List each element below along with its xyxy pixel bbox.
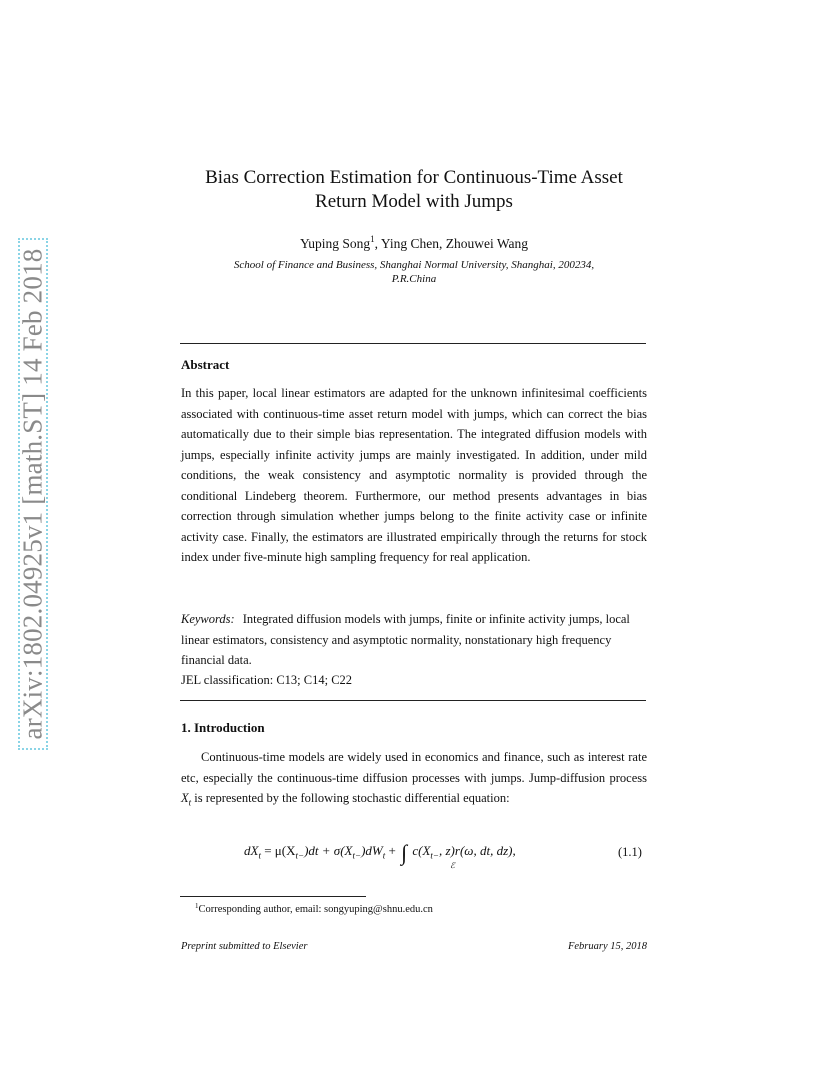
integral-domain: ℰ [450, 861, 455, 870]
eq-part4: + [385, 843, 400, 858]
introduction-paragraph [181, 747, 647, 813]
abstract-bottom-rule [180, 700, 646, 701]
affiliation-line-2: P.R.China [391, 273, 437, 285]
arxiv-identifier: arXiv:1802.04925v1 [math.ST] 14 Feb 2018 [17, 248, 48, 740]
affiliation [200, 258, 628, 286]
integral-sign: ∫ [401, 840, 408, 865]
eq-part1: = μ(X [260, 843, 296, 858]
abstract-top-rule [180, 343, 646, 344]
intro-text-before: Continuous-time models are widely used in economics and finance, such as interest rate etc, especially the continuous-time diffusion processes with jumps. Jump-diffusion process [181, 750, 647, 785]
intro-var-sub: t [188, 797, 192, 808]
title-line-1: Bias Correction Estimation for Continuous-Time Asset [205, 167, 623, 188]
author-footnote-mark: 1 [370, 234, 375, 244]
footnote-text: Corresponding author, email: songyuping@shnu.edu.cn [198, 904, 433, 915]
footer-date: February 15, 2018 [567, 941, 647, 952]
section-heading-introduction: 1. Introduction [181, 720, 265, 735]
keywords-label: Keywords: [181, 612, 235, 626]
eq-sub-1: t− [295, 850, 305, 861]
eq-lhs: dX [244, 843, 259, 858]
arxiv-stamp [18, 238, 48, 750]
footnote [195, 902, 433, 915]
equation-number: (1.1) [618, 845, 642, 859]
preprint-notice: Preprint submitted to Elsevier [181, 941, 308, 952]
eq-part5: c(X [409, 843, 431, 858]
eq-sub-3: t [382, 850, 386, 861]
equation-1-1 [244, 840, 516, 870]
title-line-2: Return Model with Jumps [315, 191, 513, 212]
author-list [150, 234, 678, 252]
eq-lhs-sub: t [258, 850, 261, 861]
jel-classification: JEL classification: C13; C14; C22 [181, 673, 353, 687]
keywords-text: Integrated diffusion models with jumps, finite or infinite activity jumps, local linear estimators, consistency and asymptotic normality, nonstationary high frequency financial data. [181, 612, 630, 667]
affiliation-line-1: School of Finance and Business, Shanghai Normal University, Shanghai, 200234, [233, 259, 595, 271]
eq-part2: )dt + σ(X [304, 843, 353, 858]
author-first: Yuping Song [299, 236, 371, 251]
eq-sub-4: t− [430, 850, 439, 861]
intro-text-after: is represented by the following stochastic differential equation: [191, 791, 510, 805]
keywords [181, 609, 647, 671]
paper-title [150, 166, 678, 214]
author-rest: , Ying Chen, Zhouwei Wang [374, 236, 529, 251]
abstract-heading: Abstract [181, 357, 230, 372]
eq-sub-2: t− [352, 850, 362, 861]
eq-part3: )dW [361, 843, 383, 858]
abstract-text: In this paper, local linear estimators are adapted for the unknown infinitesimal coefficients associated with continuous-time asset return model with jumps, which can correct the bias automatically due to their simple bias representation. The integrated diffusion models with jumps, especially infinite activity jumps are mainly investigated. In addition, under mild conditions, the weak consistency and asymptotic normality is provided through the conditional Lindeberg theorem. Furthermore, our method presents advantages in bias correction through simulation whether jumps belong to the finite activity case or infinite activity case. Finally, the estimators are illustrated empirically through the returns for stock index under five-minute high sampling frequency for real application. [181, 386, 647, 564]
eq-part6: , z)r(ω, dt, dz), [439, 843, 516, 858]
footnote-mark: 1 [195, 902, 199, 910]
intro-var: X [181, 791, 189, 805]
footnote-rule [180, 896, 366, 897]
